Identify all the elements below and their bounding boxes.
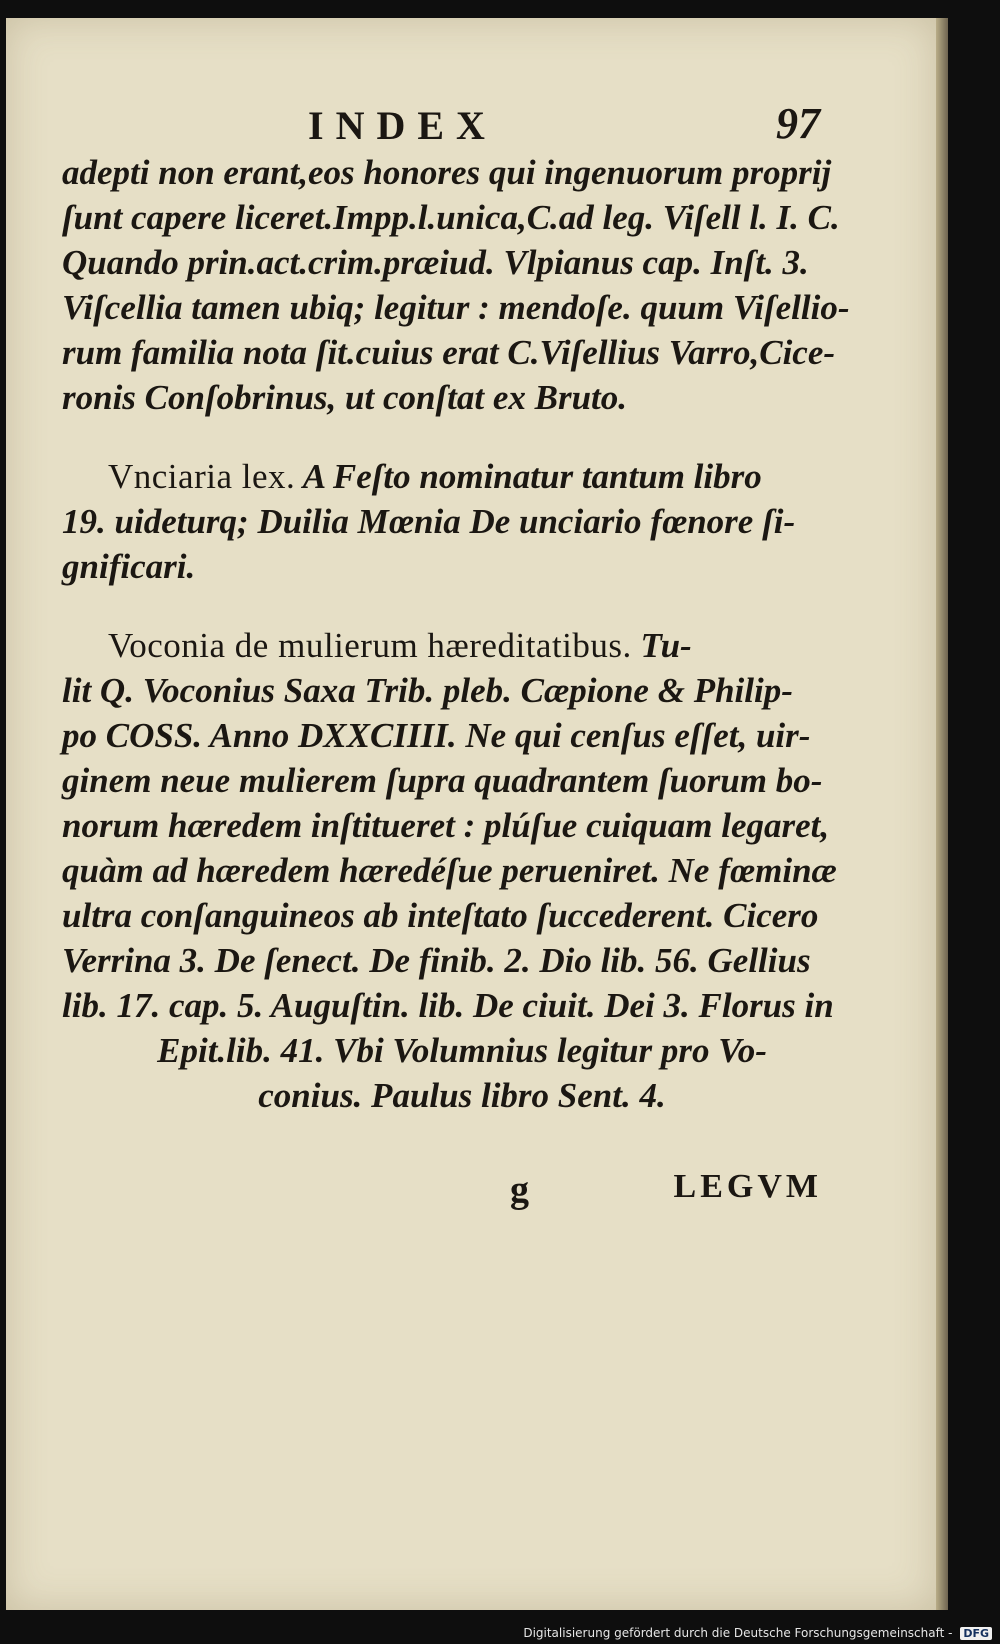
dfg-logo-icon: DFG	[960, 1627, 992, 1640]
text-line: adepti non erant,eos honores qui ingenuorum proprij	[62, 153, 832, 192]
credit-text: Digitalisierung gefördert durch die Deutsche Forschungsgemeinschaft -	[523, 1626, 953, 1640]
text-line: norum hæredem inſtitueret : plúſue cuiquam legaret,	[62, 806, 830, 845]
text-line	[62, 623, 822, 668]
text-line: Viſcellia tamen ubiq; legitur : mendoſe. quum Viſellio-	[62, 288, 850, 327]
text-line: po COSS. Anno DXXCIIII. Ne qui cenſus eſſet, uir-	[62, 716, 811, 755]
index-entry-continuation	[62, 150, 850, 420]
text-line: Quando prin.act.crim.præiud. Vlpianus cap. Inſt. 3.	[62, 243, 809, 282]
text-line: lib. 17. cap. 5. Auguſtin. lib. De ciuit. Dei 3. Florus in	[62, 986, 834, 1025]
text-line: Verrina 3. De ſenect. De finib. 2. Dio lib. 56. Gellius	[62, 941, 811, 980]
signature-mark: g	[510, 1169, 529, 1211]
text-line: gnificari.	[62, 547, 196, 586]
entry-heading: Voconia de mulierum hæreditatibus.	[108, 626, 632, 665]
entry-text: A Feſto nominatur tantum libro	[302, 457, 762, 496]
text-line: lit Q. Voconius Saxa Trib. pleb. Cæpione & Philip-	[62, 671, 793, 710]
text-line: conius. Paulus libro Sent. 4.	[258, 1076, 666, 1115]
text-line: ginem neue mulierem ſupra quadrantem ſuorum bo-	[62, 761, 823, 800]
catchword: LEGVM	[673, 1168, 822, 1205]
text-line: quàm ad hæredem hæredéſue perueniret. Ne fœminæ	[62, 851, 837, 890]
running-title: INDEX	[308, 103, 497, 148]
entry-heading: Vnciaria lex.	[108, 457, 296, 496]
text-line: rum familia nota ſit.cuius erat C.Viſellius Varro,Cice-	[62, 333, 836, 372]
text-line: ſunt capere liceret.Impp.l.unica,C.ad leg. Viſell l. I. C.	[62, 198, 840, 237]
index-entry-vnciaria	[62, 454, 822, 589]
funding-credit	[523, 1626, 992, 1640]
text-line: ronis Conſobrinus, ut conſtat ex Bruto.	[62, 378, 628, 417]
page-number: 97	[776, 99, 820, 148]
page-footer	[62, 1168, 822, 1218]
page-text	[62, 98, 850, 1118]
entry-text: Tu-	[640, 626, 692, 665]
text-line: 19. uideturq; Duilia Mœnia De unciario fœnore ſi-	[62, 502, 796, 541]
index-entry-voconia	[62, 623, 837, 1118]
text-line: ultra conſanguineos ab inteſtato ſuccederent. Cicero	[62, 896, 819, 935]
running-header	[62, 98, 822, 150]
page-edge	[936, 18, 948, 1610]
text-line	[62, 454, 822, 499]
text-line: Epit.lib. 41. Vbi Volumnius legitur pro Vo-	[157, 1031, 767, 1070]
